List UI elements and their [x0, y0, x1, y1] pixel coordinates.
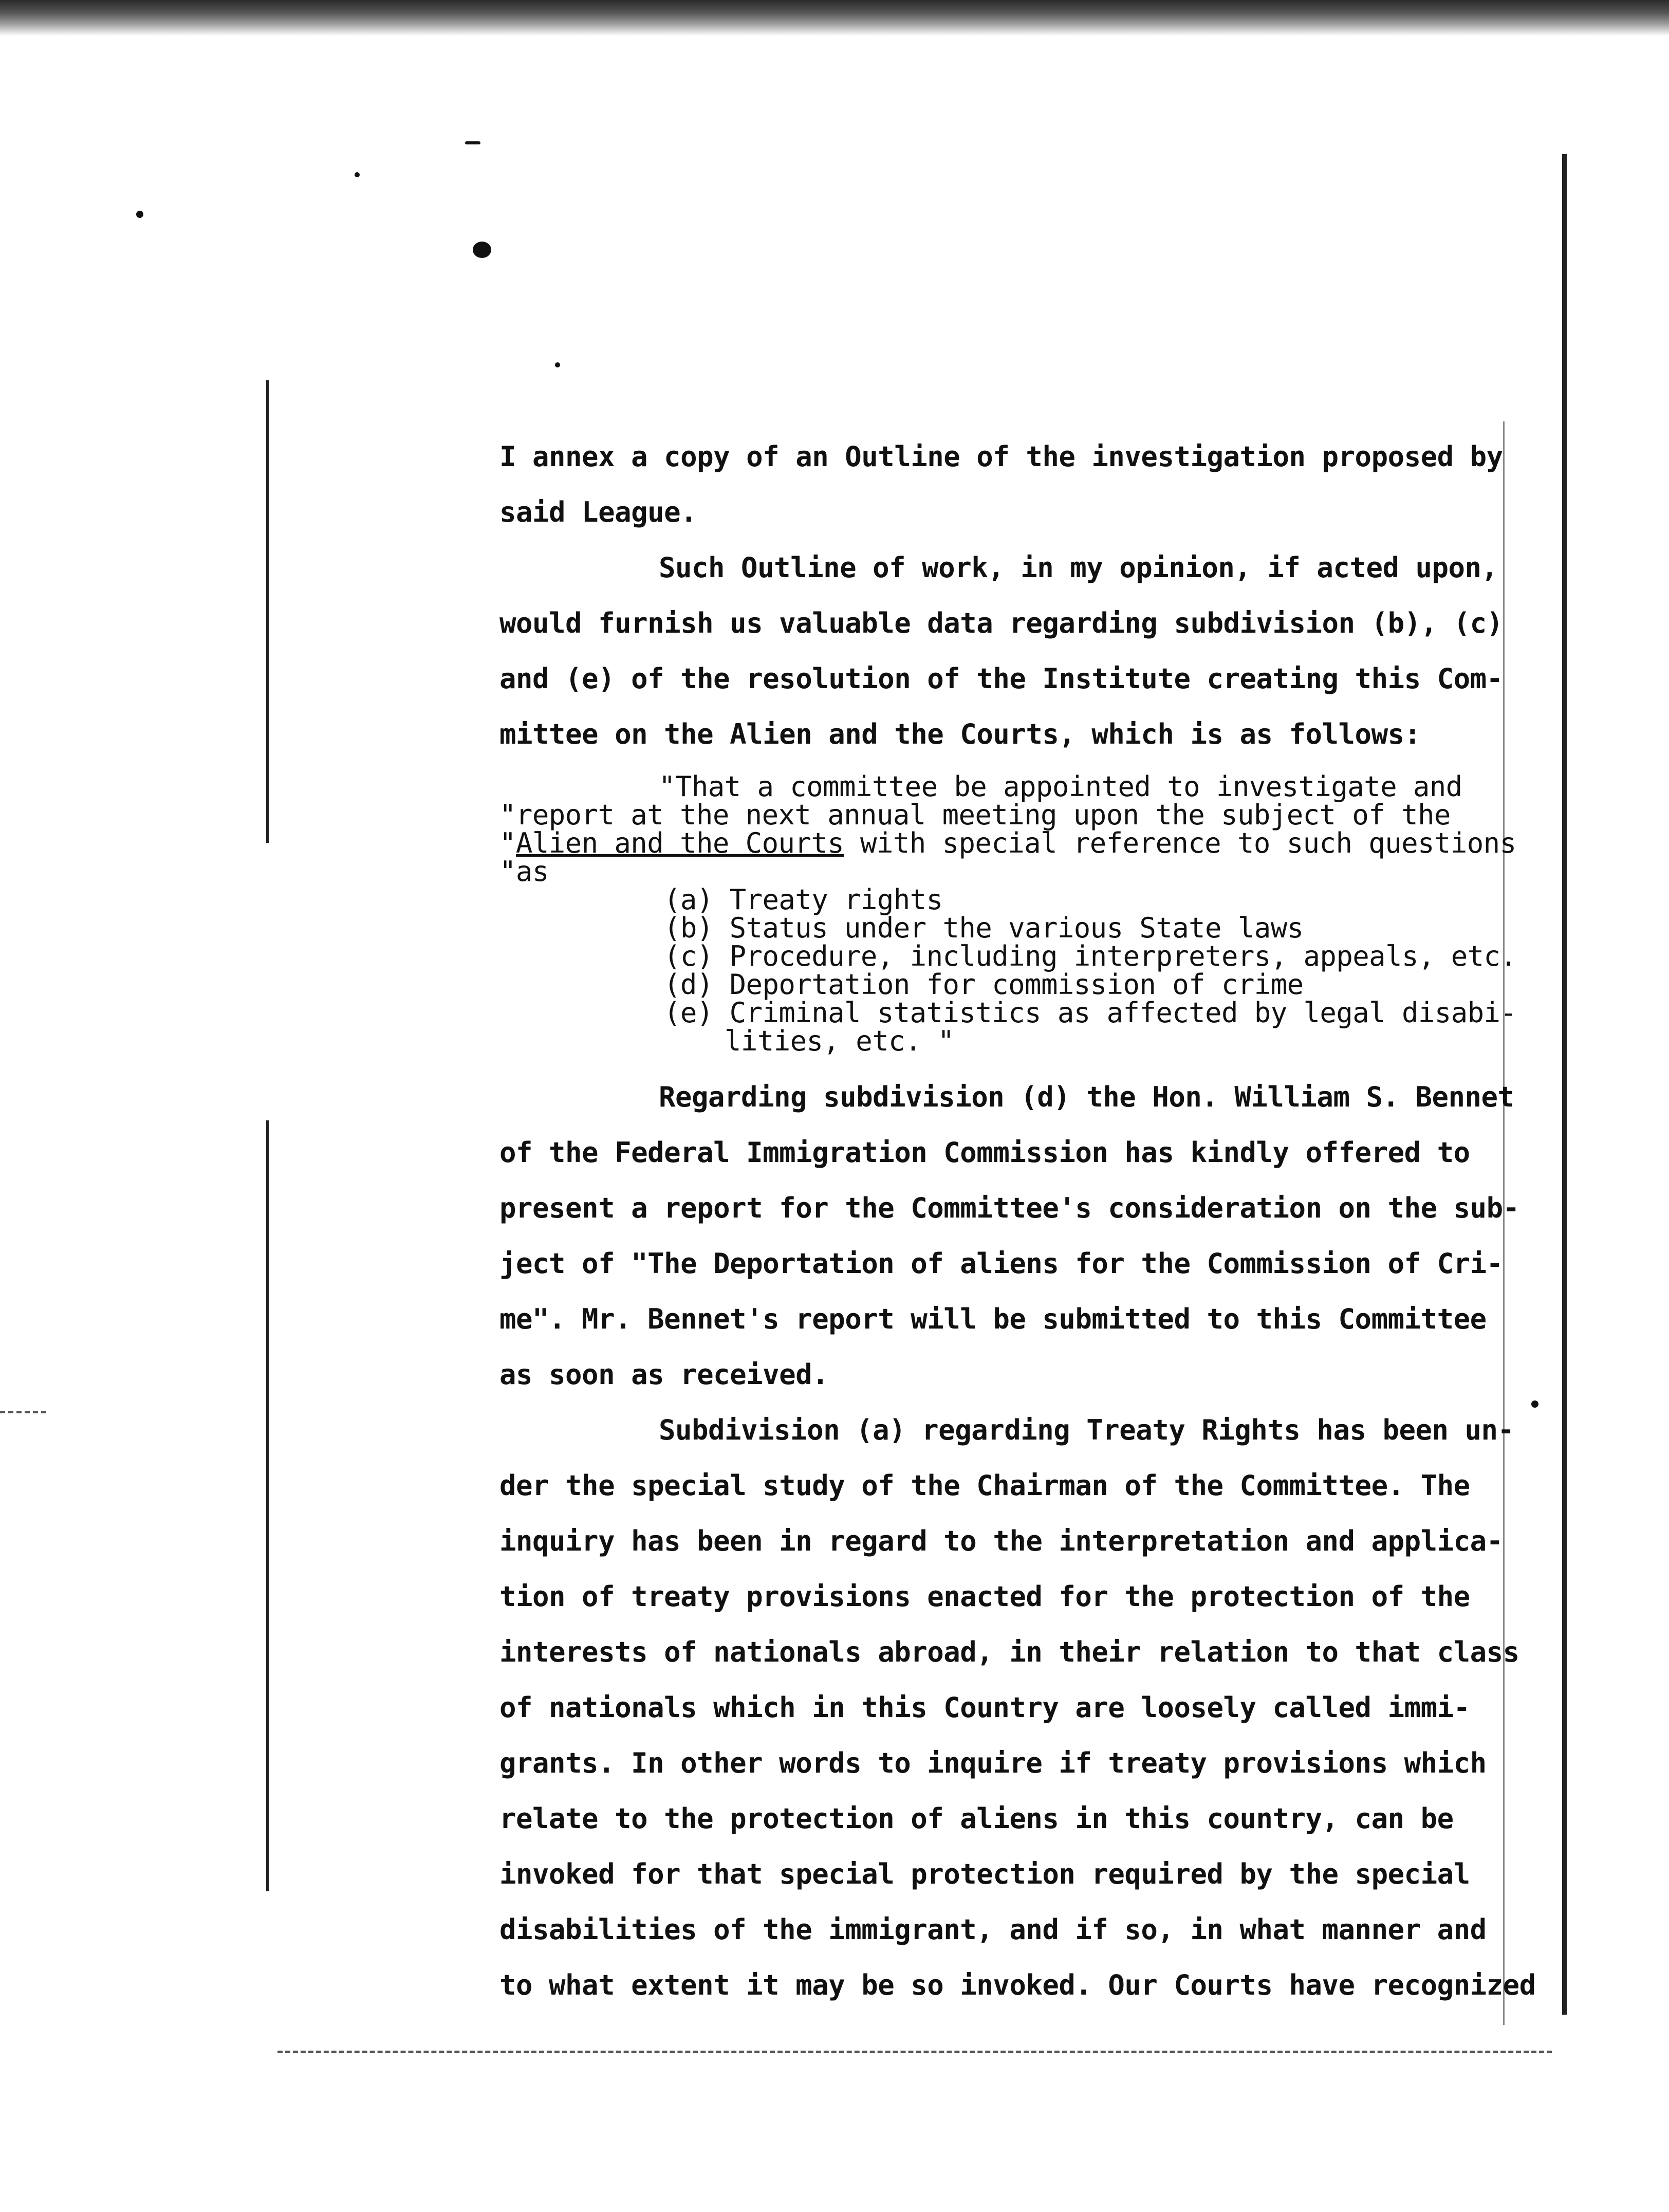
scan-speck	[555, 362, 560, 367]
text-line: ject of "The Deportation of aliens for the Commission of Cri-	[499, 1247, 1503, 1280]
scan-speck	[473, 242, 491, 258]
scan-speck	[355, 172, 360, 177]
text-line: tion of treaty provisions enacted for the protection of the	[499, 1580, 1470, 1613]
text-line: of nationals which in this Country are loosely called immi-	[499, 1691, 1470, 1724]
right-margin-line	[1562, 154, 1567, 2015]
text-line: to what extent it may be so invoked. Our Courts have recognized	[499, 1969, 1536, 2001]
scan-top-edge	[0, 0, 1669, 36]
scan-speck	[1531, 1400, 1538, 1408]
scan-speck	[465, 141, 480, 144]
text-line: mittee on the Alien and the Courts, which is as follows:	[499, 718, 1421, 750]
quote-list-item: (a) Treaty rights	[664, 883, 943, 916]
text-line: inquiry has been in regard to the interpretation and applica-	[499, 1525, 1503, 1557]
text-line: said League.	[499, 496, 697, 528]
text-line: I annex a copy of an Outline of the investigation proposed by	[499, 440, 1503, 473]
document-body	[499, 429, 1536, 2013]
text-line: relate to the protection of aliens in this country, can be	[499, 1802, 1454, 1835]
left-margin-line-upper	[266, 380, 269, 843]
left-edge-mark	[0, 1411, 46, 1413]
quote-list-item: (c) Procedure, including interpreters, appeals, etc.	[664, 940, 1517, 972]
text-line: Such Outline of work, in my opinion, if acted upon,	[659, 551, 1498, 584]
text-line: present a report for the Committee's consideration on the sub-	[499, 1192, 1519, 1224]
quote-line: "That a committee be appointed to investigate and	[659, 770, 1462, 803]
text-line: of the Federal Immigration Commission has kindly offered to	[499, 1136, 1470, 1169]
paragraph-annex	[499, 429, 1527, 540]
quote-list-item: (b) Status under the various State laws	[664, 912, 1304, 944]
text-line: Subdivision (a) regarding Treaty Rights has been un-	[659, 1414, 1514, 1446]
quote-mark: "	[499, 827, 516, 859]
quote-line	[499, 829, 1527, 857]
paragraph-outline	[499, 540, 1527, 762]
left-margin-line-lower	[266, 1120, 269, 1891]
scan-speck	[136, 211, 143, 218]
text-line: Regarding subdivision (d) the Hon. William S. Bennet	[659, 1081, 1514, 1113]
bottom-margin-line	[277, 2051, 1552, 2053]
text-line: der the special study of the Chairman of the Committee. The	[499, 1469, 1470, 1502]
text-line: invoked for that special protection required by the special	[499, 1858, 1470, 1890]
text-line: interests of nationals abroad, in their relation to that class	[499, 1636, 1519, 1668]
text-line: disabilities of the immigrant, and if so, in what manner and	[499, 1913, 1487, 1946]
text-line: grants. In other words to inquire if treaty provisions which	[499, 1747, 1487, 1779]
quote-line: "report at the next annual meeting upon the subject of the	[499, 799, 1451, 831]
quote-list-item: (d) Deportation for commission of crime	[664, 968, 1304, 1001]
underlined-title: Alien and the Courts	[515, 827, 844, 859]
resolution-quote	[499, 772, 1527, 1055]
text-line: and (e) of the resolution of the Institute creating this Com-	[499, 662, 1503, 695]
quote-line: "as	[499, 855, 549, 888]
text-line: me". Mr. Bennet's report will be submitted to this Committee	[499, 1303, 1487, 1335]
quote-list-item: (e) Criminal statistics as affected by legal disabi-	[664, 997, 1517, 1029]
paragraph-deportation	[499, 1070, 1527, 1403]
paragraph-treaty-rights	[499, 1403, 1536, 2013]
quote-line-tail: with special reference to such questions	[844, 827, 1516, 859]
quote-list-item-continuation: lities, etc. "	[725, 1025, 954, 1057]
text-line: as soon as received.	[499, 1358, 829, 1391]
text-line: would furnish us valuable data regarding subdivision (b), (c)	[499, 607, 1503, 639]
